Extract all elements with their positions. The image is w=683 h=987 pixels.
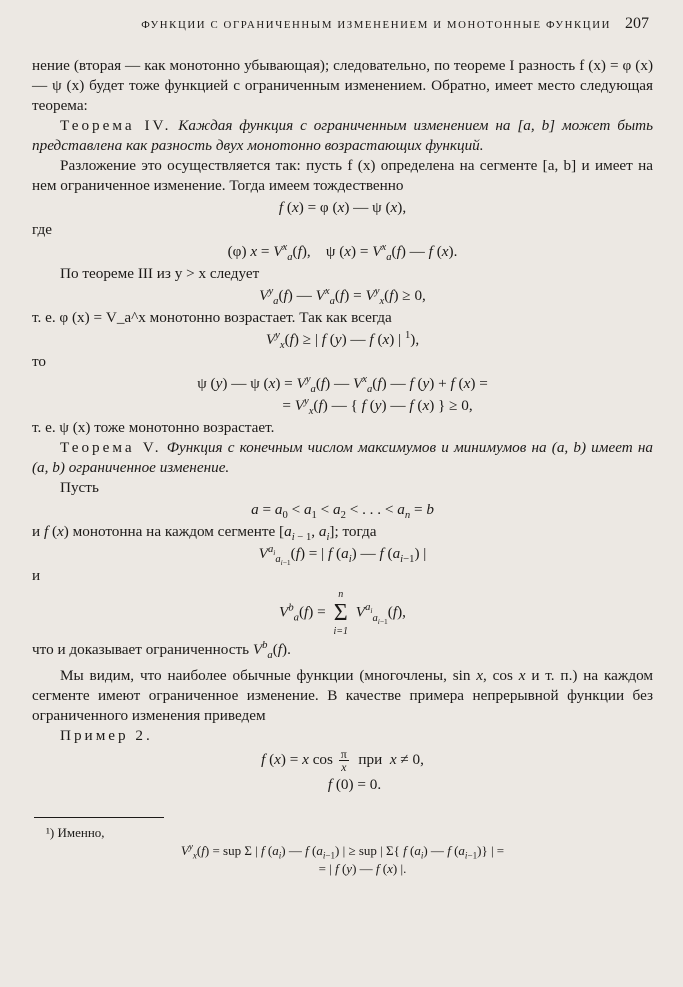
paragraph-bounded-conclusion: что и доказывает ограниченность $V^b_a(f)$. — [32, 639, 291, 662]
paragraph-psi-increasing: т. е. ψ (x) тоже монотонно возрастает. — [32, 419, 275, 436]
formula-example-function: f (x) = x cos $\frac{\pi}{x}$ при x ≠ 0, — [261, 747, 424, 774]
fraction-pi-over-x: $\frac{\pi}{x}$ — [340, 747, 347, 774]
formula-variation-bound: $V^y_x(f)$ ≥ | f (y) — f (x) | $^1$), — [265, 329, 420, 352]
formula-segment-variation: $V^{a_i}_{a_{i-1}}(f)$ = | f $(a_i)$ — f $(a_{i-1})$ | — [258, 543, 427, 568]
word-to: то — [32, 353, 47, 370]
formula-phi-psi: (φ) $x = V^x_a(f)$, ψ $(x) = V^x_a(f)$ — f (x). — [227, 241, 458, 264]
formula-partition: $a = a_0 < a_1 < a_2$ < . . . < $a_n = b$ — [251, 501, 434, 522]
paragraph-decomposition: Разложение это осуществляется так: пусть f (x) определена на сегменте [a, b] и имеет на нем ограниченное изменение. Тогда имеем тождественно — [32, 157, 653, 194]
theorem-4 — [32, 116, 653, 156]
footnote-formula-line1: $V^y_x(f)$ = sup Σ | f $(a_i)$ — f $(a_{i-1})$ | ≥ sup | Σ{ f $(a_i)$ — f $(a_{i-1})$} | = — [180, 841, 505, 861]
formula-total-variation-sum: $V^b_a(f)$ = n Σ i=1 $V^{a_i}_{a_{i-1}}(f)$, — [279, 589, 406, 637]
sum-symbol: n Σ i=1 — [333, 589, 348, 637]
theorem-5 — [32, 438, 653, 478]
formula-variation-difference: $V^y_a(f)$ — $V^x_a(f) = V^y_x(f) \ge 0$, — [259, 285, 426, 308]
footnote-marker: ¹) Именно, — [46, 825, 105, 840]
running-title: ФУНКЦИИ С ОГРАНИЧЕННЫМ ИЗМЕНЕНИЕМ И МОНОТОННЫЕ ФУНКЦИИ — [141, 19, 611, 31]
theorem-5-statement: Функция с конечным числом максимумов и минимумов на (a, b) имеет на (a, b) ограниченное изменение. — [32, 439, 653, 476]
theorem-5-heading: Теорема V. — [60, 439, 162, 456]
footnote-divider — [34, 817, 164, 818]
word-pust: Пусть — [60, 479, 99, 496]
page-number: 207 — [625, 15, 649, 32]
word-gde: где — [32, 221, 52, 238]
theorem-4-heading: Теорема IV. — [60, 117, 172, 134]
formula-f-decomposition: f (x) = φ (x) — ψ (x), — [278, 199, 407, 216]
footnote-formula-line2: = | f (y) — f (x) |. — [318, 861, 407, 876]
word-i: и — [32, 567, 41, 584]
example-2-heading: Пример 2. — [60, 727, 153, 744]
formula-psi-difference-line1: ψ (y) — ψ $(x) = V^y_a(f)$ — $V^x_a(f)$ — f (y) + f (x) = — [197, 373, 488, 396]
paragraph-monotone-segments: и f (x) монотонна на каждом сегменте [$a_{i - 1}$, $a_i$]; тогда — [32, 523, 377, 544]
paragraph-usual-functions: Мы видим, что наиболее обычные функции (многочлены, sin x, cos x и т. п.) на каждом сегменте имеют ограниченное изменение. В качестве примера непрерывной функции без ограниченного изменения приведем — [32, 667, 653, 724]
formula-example-zero: f (0) = 0. — [327, 776, 382, 793]
paragraph-continuation: нение (вторая — как монотонно убывающая); следовательно, по теореме I разность f (x) = φ (x) — ψ (x) будет тоже функцией с ограниченным изменением. Обратно, имеет место следующая теорема: — [32, 57, 653, 114]
paragraph-theorem3-ref: По теореме III из y > x следует — [60, 265, 260, 282]
theorem-4-statement: Каждая функция с ограниченным изменением на [a, b] может быть представлена как разность двух монотонно возрастающих функций. — [32, 117, 653, 154]
paragraph-phi-increasing: т. е. φ (x) = V_a^x монотонно возрастает. Так как всегда — [32, 309, 392, 326]
page-header — [32, 14, 653, 36]
footnote — [32, 824, 653, 878]
formula-psi-difference-line2: = $V^y_x(f)$ — { f (y) — f (x) } ≥ 0, — [282, 395, 473, 418]
